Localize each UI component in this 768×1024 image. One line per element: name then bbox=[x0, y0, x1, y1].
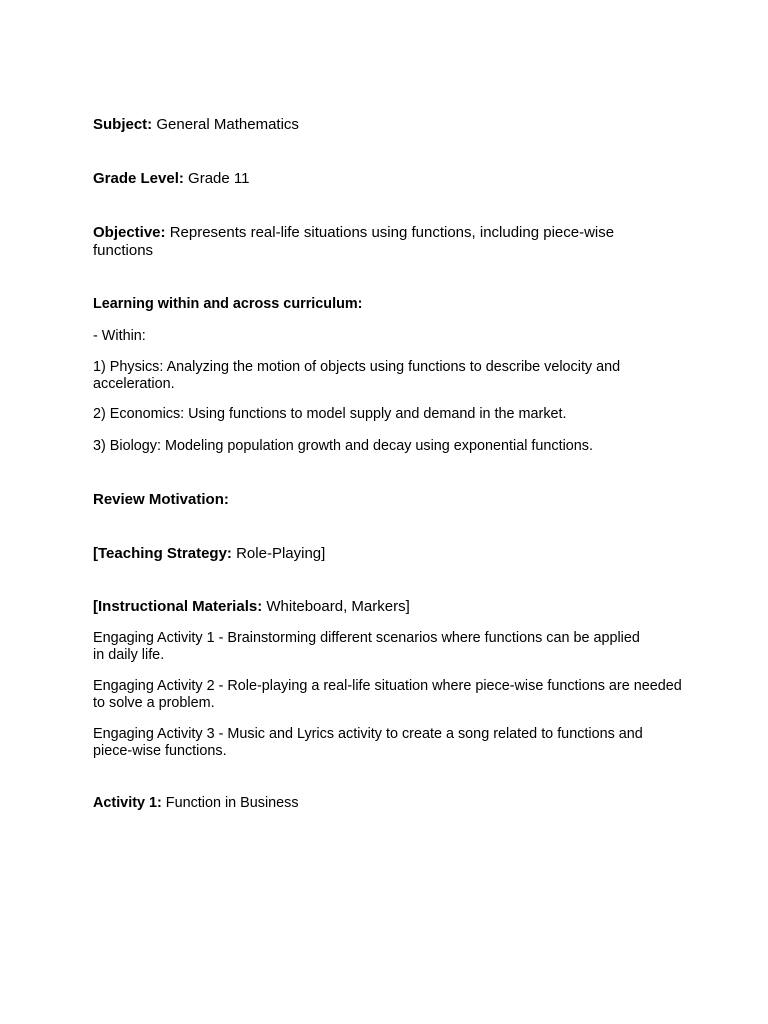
curriculum-within: - Within: bbox=[93, 328, 146, 344]
subject-value: General Mathematics bbox=[156, 116, 299, 133]
engaging-activity-1: Engaging Activity 1 - Brainstorming different scenarios where functions can be applied in daily life. bbox=[93, 630, 640, 663]
grade-value: Grade 11 bbox=[188, 170, 250, 187]
instructional-materials-line bbox=[93, 598, 683, 616]
objective-label: Objective: bbox=[93, 224, 166, 241]
teaching-strategy-line bbox=[93, 545, 683, 563]
teaching-strategy-open-bracket: [ bbox=[93, 545, 98, 562]
subject-line bbox=[93, 116, 683, 134]
curriculum-heading: Learning within and across curriculum: bbox=[93, 296, 363, 312]
instructional-materials-value: Whiteboard, Markers] bbox=[266, 598, 410, 615]
teaching-strategy-value: Role-Playing] bbox=[236, 545, 326, 562]
activity-1-value: Function in Business bbox=[165, 795, 299, 811]
objective-value: Represents real-life situations using functions, including piece-wise functions bbox=[93, 224, 615, 259]
curriculum-item-biology: 3) Biology: Modeling population growth and decay using exponential functions. bbox=[93, 438, 594, 454]
grade-label: Grade Level: bbox=[93, 170, 184, 187]
teaching-strategy-label: Teaching Strategy: bbox=[98, 545, 232, 562]
review-motivation-heading: Review Motivation: bbox=[93, 491, 229, 508]
engaging-activity-3: Engaging Activity 3 - Music and Lyrics activity to create a song related to functions and piece-wise functions. bbox=[93, 726, 643, 759]
instructional-materials-open-bracket: [ bbox=[93, 598, 98, 615]
curriculum-item-physics: 1) Physics: Analyzing the motion of objects using functions to describe velocity and acceleration. bbox=[93, 359, 621, 392]
objective-line bbox=[93, 224, 653, 260]
activity-1-line bbox=[93, 795, 683, 812]
engaging-activity-2: Engaging Activity 2 - Role-playing a real-life situation where piece-wise functions are needed to solve a problem. bbox=[93, 678, 682, 711]
grade-line bbox=[93, 170, 683, 188]
curriculum-item-economics: 2) Economics: Using functions to model supply and demand in the market. bbox=[93, 406, 567, 422]
subject-label: Subject: bbox=[93, 116, 153, 133]
instructional-materials-label: Instructional Materials: bbox=[98, 598, 263, 615]
activity-1-label: Activity 1: bbox=[93, 795, 162, 811]
